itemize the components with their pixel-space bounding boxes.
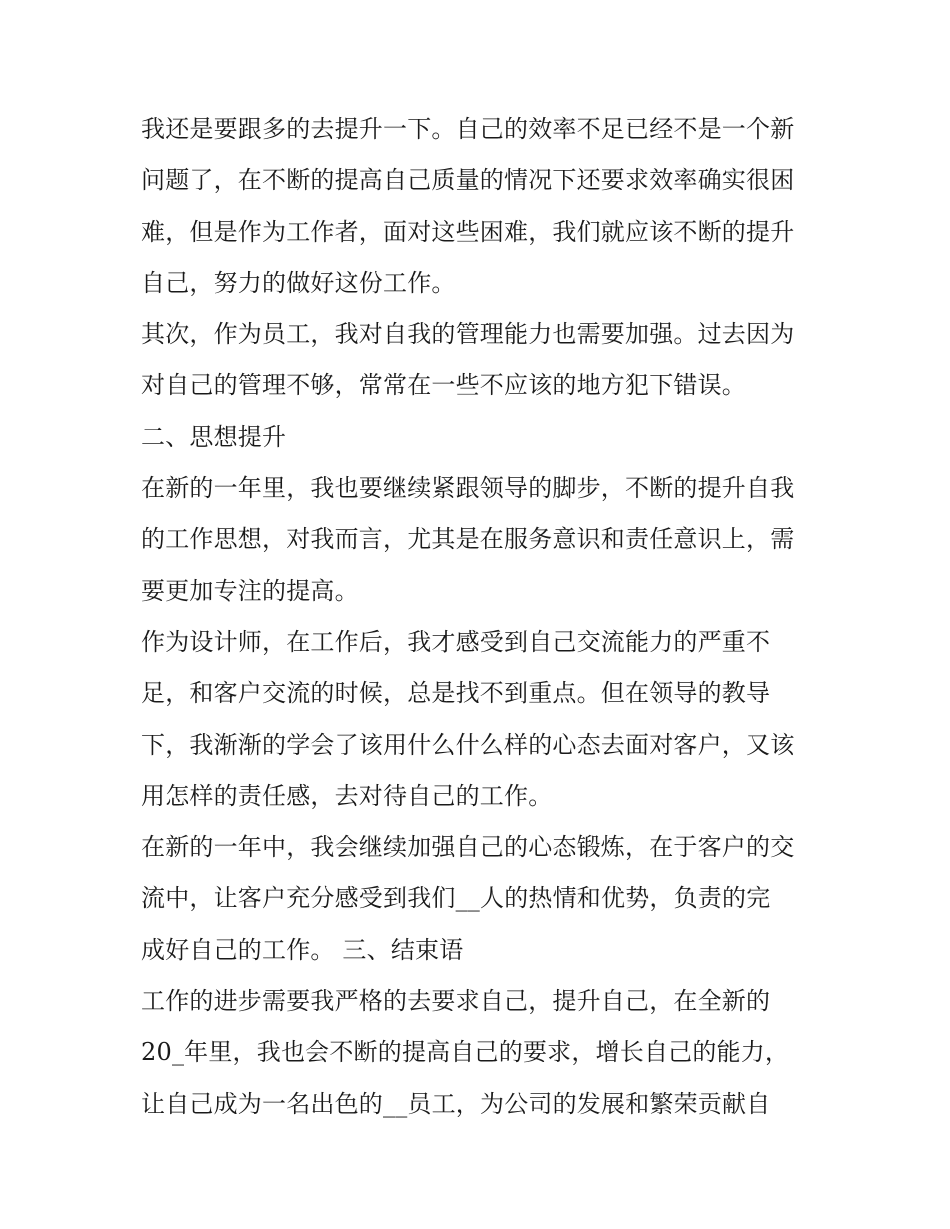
text-line-4: 自己，努力的做好这份工作。	[141, 268, 456, 297]
text-line-19: 20_年里，我也会不断的提高自己的要求，增长自己的能力，	[141, 1038, 790, 1067]
section-heading-2: 二、思想提升	[141, 422, 287, 451]
text-line-13: 下，我渐渐的学会了该用什么什么样的心态去面对客户，又该	[141, 730, 795, 759]
text-line-6: 对自己的管理不够，常常在一些不应该的地方犯下错误。	[141, 371, 746, 400]
body-text	[141, 104, 821, 1130]
text-line-18: 工作的进步需要我严格的去要求自己，提升自己，在全新的	[141, 987, 771, 1016]
text-line-17: 成好自己的工作。 三、结束语	[141, 935, 464, 964]
text-line-9: 的工作思想，对我而言，尤其是在服务意识和责任意识上，需	[141, 525, 795, 554]
text-line-3: 难，但是作为工作者，面对这些困难，我们就应该不断的提升	[141, 217, 795, 246]
text-line-20: 让自己成为一名出色的__员工，为公司的发展和繁荣贡献自	[141, 1089, 771, 1118]
text-line-8: 在新的一年里，我也要继续紧跟领导的脚步，不断的提升自我	[141, 474, 795, 503]
text-line-14: 用怎样的责任感，去对待自己的工作。	[141, 781, 553, 810]
text-line-1: 我还是要跟多的去提升一下。自己的效率不足已经不是一个新	[141, 115, 795, 143]
text-line-2: 问题了，在不断的提高自己质量的情况下还要求效率确实很困	[141, 166, 795, 195]
text-line-10: 要更加专注的提高。	[141, 576, 359, 605]
text-line-5: 其次，作为员工，我对自我的管理能力也需要加强。过去因为	[141, 320, 795, 349]
text-line-16: 流中，让客户充分感受到我们__人的热情和优势，负责的完	[141, 884, 771, 913]
text-line-12: 足，和客户交流的时候，总是找不到重点。但在领导的教导	[141, 679, 771, 708]
text-line-15: 在新的一年中，我会继续加强自己的心态锻炼，在于客户的交	[141, 833, 795, 862]
text-line-11: 作为设计师，在工作后，我才感受到自己交流能力的严重不	[141, 627, 771, 656]
